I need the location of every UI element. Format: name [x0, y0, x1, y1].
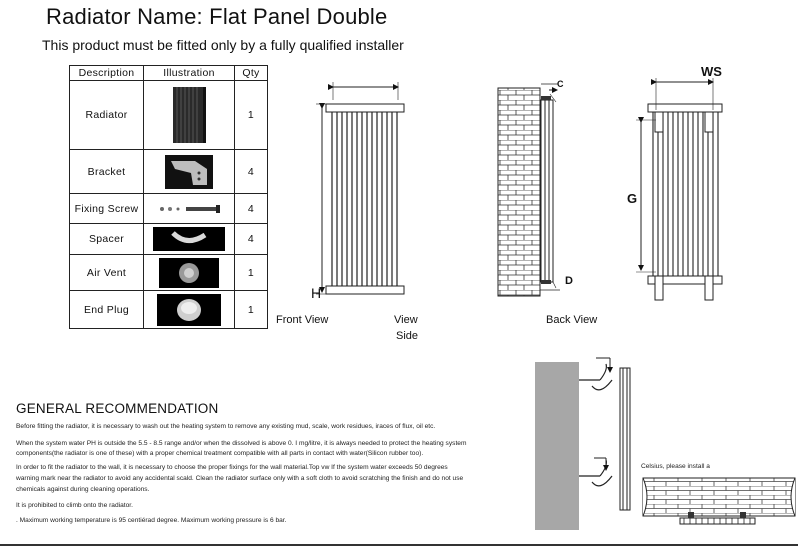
row-description: End Plug: [70, 291, 144, 329]
dimension-ws-label: WS: [701, 64, 722, 79]
row-qty: 4: [235, 224, 268, 255]
row-qty: 4: [235, 150, 268, 194]
row-qty: 1: [235, 81, 268, 150]
installation-detail-drawing: [535, 358, 795, 530]
dimension-d-label: D: [565, 275, 573, 287]
page-title: Radiator Name: Flat Panel Double: [46, 4, 388, 29]
row-description: Spacer: [70, 224, 144, 255]
general-recommendation-heading: GENERAL RECOMMENDATION: [16, 401, 219, 416]
dimension-h-label: H: [311, 285, 322, 301]
row-description: Bracket: [70, 150, 144, 194]
front-view-label: Front View: [276, 314, 329, 326]
recommendation-paragraph-3c: chemicals against during cleaning operations.: [16, 486, 150, 493]
header-description: Description: [70, 66, 144, 81]
recommendation-paragraph-3b: warning mark near the radiator to avoid any accidental scald. Clean the radiator surface only with a soft cloth to avoid scratching the finish and do not use: [16, 475, 464, 482]
row-description: Radiator: [70, 81, 144, 150]
recommendation-paragraph-2a: When the system water PH is outside the 5.5 - 8.5 range and/or when the dissolved is above 0. I mg/litre, it is always needed to protect the heating system: [16, 440, 467, 447]
recommendation-paragraph-2b: components(the radiator is one of these) with a proper chemical treatment compatible with all parts in contact with water(Silicon rubber too).: [16, 450, 424, 457]
row-qty: 1: [235, 255, 268, 291]
back-view-drawing: [636, 78, 722, 300]
front-view-drawing: [316, 82, 404, 294]
bottom-divider: [0, 544, 798, 546]
recommendation-paragraph-3a: In order to fit the radiator to the wall, it is necessary to choose the proper fixings for the wall material.Top vw If the system water exceeds 50 degrees: [16, 464, 448, 471]
row-description: Fixing Screw: [70, 194, 144, 224]
back-view-label: Back View: [546, 314, 598, 326]
dimension-g-label: G: [627, 191, 638, 206]
side-view-label-line2: Side: [396, 330, 419, 342]
dimension-c-label: C: [557, 79, 564, 89]
header-illustration: Illustration: [144, 66, 235, 81]
recommendation-paragraph-5: . Maximum working temperature is 95 centiérad degree. Maximum working pressure is 6 bar.: [16, 517, 287, 524]
header-qty: Qty: [235, 66, 268, 81]
row-qty: 4: [235, 194, 268, 224]
row-description: Air Vent: [70, 255, 144, 291]
recommendation-paragraph-4: It is prohibited to climb onto the radiator.: [16, 502, 133, 509]
side-view-drawing: [498, 84, 560, 296]
recommendation-paragraph-1: Before fitting the radiator, it is necessary to wash out the heating system to remove any existing mud, scale, work residues, iraces of flux, oil etc.: [16, 423, 436, 430]
side-view-label-line1: View: [394, 314, 418, 326]
page-subtitle: This product must be fitted only by a fully qualified installer: [42, 37, 404, 53]
side-note-text: Celsius, please install a: [641, 463, 710, 470]
row-qty: 1: [235, 291, 268, 329]
